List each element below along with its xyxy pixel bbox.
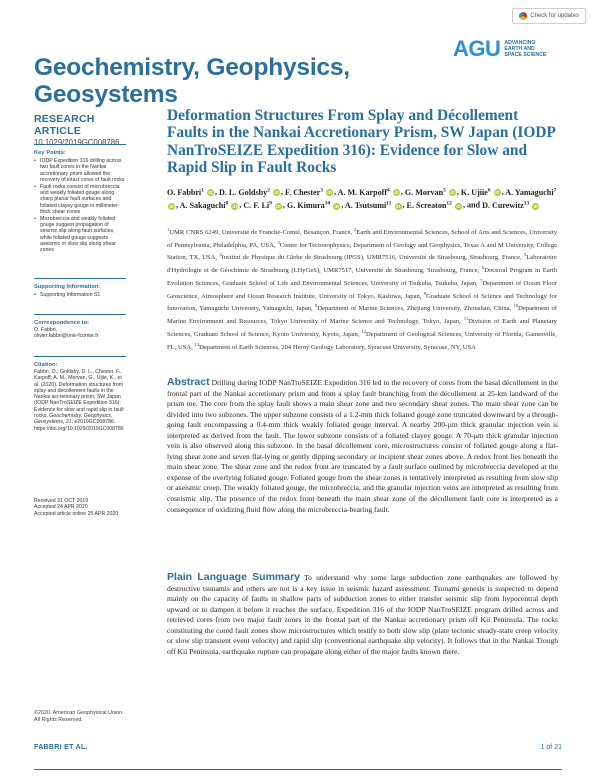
author-affiliation-number: 7 <box>553 187 557 193</box>
plain-language-summary <box>167 572 558 657</box>
affiliation-text: Department of Earth Sciences, 204 Heroy Geology Laboratory, Syracuse University, Syracuse, NY, USA <box>199 343 476 351</box>
key-points-heading: Key Points: <box>34 150 66 156</box>
pls-text: To understand why some large subduction zone earthquakes are followed by destructive tsunamis and others are not is a key issue in seismic hazard assessment. Tsunami genesis is suspected to depend mainly on the capacity of faults in shallow parts of subduction zones to either transfer seismic slip from hypocentral depth upward or to dampen it before it reaches the surface. Expedition 316 of the IODP NanTroSEIZE program drilled across and retrieved cores from two major fault zones in the frontal part of the Nankai accretionary prism off Kii Peninsula. The rocks constituting the cored fault zones show microstructures which testify to both slow slip (plate tectonic steady-state creep velocity or slow slip transient event velocity) and rapid slip (conventional earthquake slip velocity). It follows that in the Nankai Trough off Kii Peninsula, earthquake rupture can propagate along either of the major faults known there. <box>167 573 558 656</box>
orcid-icon[interactable]: iD <box>208 190 213 196</box>
author[interactable] <box>167 188 215 197</box>
affiliation-text: Division of Earth and Planetary Sciences, Graduate School of Science, Kyoto University, Kyoto, Japan, <box>167 318 557 339</box>
copyright-line1: ©2020. American Geophysical Union. <box>34 710 124 716</box>
orcid-icon[interactable]: iD <box>533 203 539 209</box>
affiliation-number: 2 <box>353 227 357 232</box>
author-affiliation-number: 10 <box>324 200 331 207</box>
author-affiliation-number: 2 <box>267 187 270 193</box>
orcid-icon[interactable]: iD <box>450 190 455 196</box>
author-name: A. Yamaguchi <box>505 187 554 197</box>
affiliation-number: 1 <box>167 227 170 232</box>
affiliation-number: 6 <box>481 265 485 271</box>
author-name: E. Screaton <box>406 201 447 211</box>
article-doi[interactable]: 10.1029/2019GC008786 <box>34 138 120 147</box>
citation-box <box>34 356 126 432</box>
abstract <box>167 377 558 515</box>
pls-heading: Plain Language Summary <box>167 571 301 583</box>
orcid-icon[interactable]: iD <box>232 203 238 209</box>
agu-logo <box>453 36 546 62</box>
author-name: A. Sakaguchi <box>179 201 226 211</box>
date-accepted: Accepted 24 APR 2020 <box>34 504 88 511</box>
author[interactable] <box>180 201 240 210</box>
orcid-icon[interactable]: iD <box>169 203 174 209</box>
key-point: • IODP Expedition 316 drilling across two fault zones in the Nankai accretionary prism allowed the recovery of intact cores of fault rocks <box>34 158 126 183</box>
affiliation-text: Department of Geological Sciences, University of Florida, Gainesville, FL, USA, <box>167 331 557 351</box>
citation-heading: Citation: <box>34 362 58 368</box>
correspondence-name: O. Fabbri, <box>34 327 58 333</box>
agu-tag-line1: ADVANCING <box>504 40 536 46</box>
author[interactable] <box>405 188 457 197</box>
footer-rule <box>34 769 562 770</box>
affiliation-number: 13 <box>194 341 200 347</box>
citation-journal: Geochemistry, Geophysics, Geosystems, 21 <box>34 413 113 426</box>
correspondence-heading: Correspondence to: <box>34 320 90 326</box>
page-number: 1 of 21 <box>540 744 562 751</box>
supporting-info-list <box>34 292 126 298</box>
author[interactable] <box>219 188 281 197</box>
author-affiliation-number: 3 <box>320 187 323 193</box>
author[interactable] <box>243 201 283 210</box>
author-affiliation-number: 8 <box>225 200 229 207</box>
citation-text <box>34 369 126 432</box>
affiliation-number: 5 <box>523 252 527 258</box>
date-received: Received 31 OCT 2019 <box>34 498 89 504</box>
journal-title-line2: Geosystems <box>34 81 178 108</box>
affiliation-text: Institut de Physique du Globe de Strasbourg (IPGS), UMR7516, Université de Strasbourg, Strasbourg, France, <box>221 254 524 262</box>
affiliation-text: Earth and Environmental Sciences, School of Arts and Sciences, University of Pennsylvania, Philadelphia, PA, USA, <box>167 229 557 249</box>
affiliation-number: 4 <box>219 252 222 258</box>
author[interactable] <box>285 188 334 197</box>
affiliation-text: Department of Ocean Floor Geoscience, Atmosphere and Ocean Research Institute, University of Tokyo, Kashiwa, Japan, <box>167 280 557 300</box>
orcid-icon[interactable]: iD <box>334 203 340 209</box>
abstract-heading: Abstract <box>167 376 210 388</box>
author-name: D. L. Goldsby <box>219 187 268 197</box>
affiliations <box>167 225 557 352</box>
affiliation-number: 8 <box>423 290 427 296</box>
copyright <box>34 710 144 723</box>
copyright-line2: All Rights Reserved. <box>34 716 83 723</box>
affiliation-number: 7 <box>480 277 483 283</box>
orcid-icon[interactable]: iD <box>394 190 399 196</box>
check-for-updates-button[interactable] <box>512 8 586 24</box>
affiliation-number: 12 <box>361 328 367 334</box>
author-affiliation-number: 5 <box>443 187 446 193</box>
author[interactable] <box>287 201 341 210</box>
author-name: O. Fabbri <box>167 187 202 197</box>
author[interactable] <box>461 188 502 197</box>
abstract-text: Drilling during IODP NanTroSEIZE Expedition 316 led to the recovery of cores from the basal décollement in the frontal part of the Nankai accretionary prism and from a splay fault branching from the décollement at 25-km landward of the prism toe. The core from the splay fault shows a main shear zone and two secondary shear zones. The main shear zone can be divided into two subzones. The upper subzone consists of a 1.2-mm thick foliated gouge zone truncated downward by a through-going fault encompassing a 0.4-mm thick weakly foliated gouge interval. A nearby 200-µm thick granular injection vein is interpreted as derived from the fault. The lower subzone consists of a foliated clayey gouge. A 70-µm thick granular injection vein is also observed along this subzone. In the basal décollement core, microstructures consist of foliated gouge along a flat-lying shear zone and seven flat-lying or gently dipping secondary or incipient shear zones above. A redox front lies beneath the main shear zone. The shear zone and the redox front are truncated by a fault surface outlined by microbreccia developed at the expense of the overlying foliated gouge. Foliated gouge from the shear zones is tentatively interpreted as resulting from slow slip or aseismic creep. The weakly foliated gouge, the microbreccia, and the granular injection veins are interpreted as resulting from coseismic slip. The presence of the redox front beneath the main shear zone of the décollement fault core is interpreted as a consequence of oxidizing fluid flow along the microbreccia-bearing fault. <box>167 378 559 514</box>
affiliation-text: UMR CNRS 6249, Université de Franche-Comté, Besançon, France, <box>169 229 354 237</box>
author-name: F. Chester <box>284 187 321 197</box>
author-name: C. F. Li <box>243 201 270 211</box>
author-name: D. Curewitz <box>482 201 524 211</box>
author-affiliation-number: 13 <box>523 200 530 207</box>
key-points-list <box>34 158 126 253</box>
dates-box <box>34 497 126 517</box>
author-name: G. Morvan <box>404 187 444 197</box>
correspondence-email[interactable]: olivier.fabbri@univ-fcomte.fr <box>34 333 99 340</box>
journal-title <box>34 54 350 108</box>
key-points-box <box>34 144 126 254</box>
author-affiliation-number: 9 <box>269 200 272 207</box>
author-affiliation-number: 4 <box>387 187 390 193</box>
author-affiliation-number: 6 <box>487 187 491 193</box>
date-online: Accepted article online 25 APR 2020 <box>34 510 119 517</box>
affiliation-text: Doctoral Program in Earth Evolution Sciences, Graduate School of Life and Environmental Sciences, University of Tsukuba, Tsukuba, Japan, <box>167 267 557 288</box>
key-point: • Fault rocks consist of microbreccia and weakly foliated gouge along sharp planar fault surfaces and foliated clayey gouge in millimeter-thick shear zones <box>34 184 126 215</box>
orcid-icon[interactable]: iD <box>456 203 461 209</box>
orcid-icon[interactable]: iD <box>327 190 332 196</box>
crossmark-icon <box>519 12 527 20</box>
author-affiliation-number: 12 <box>446 200 452 207</box>
author[interactable] <box>407 201 463 210</box>
author-name: G. Kimura <box>286 201 325 211</box>
agu-tag-line3: SPACE SCIENCE <box>504 52 547 58</box>
orcid-icon[interactable]: iD <box>276 203 281 209</box>
author[interactable] <box>345 201 403 210</box>
article-meta <box>34 113 134 147</box>
author-name: A. M. Karpoff <box>337 187 388 197</box>
affiliation-text: Department of Marine Environment and Resources, Tokyo University of Marine Science and Technology, Tokyo, Japan, <box>167 305 558 326</box>
affiliation-number: 9 <box>315 303 318 309</box>
affiliation-number: 10 <box>513 303 519 309</box>
affiliation-text: Center for Tectonophysics, Department of Geology and Geophysics, Texas A and M University, College Station, TX, USA, <box>167 241 558 262</box>
agu-logo-tagline <box>504 40 546 58</box>
citation-doi-link[interactable]: , e2019GC008786. https://doi.org/10.1029/2019GC008786 <box>34 419 124 432</box>
article-title: Deformation Structures From Splay and Décollement Faults in the Nankai Accretionary Prism, SW Japan (IODP NanTroSEIZE Expedition 316): Evidence for Slow and Rapid Slip in Fault Rocks <box>167 107 556 176</box>
affiliation-text: Laboratoire d'Hydrologie et de Géochimie de Strasbourg (LHyGeS), UMR7517, Université de Strasbourg, Strasbourg, France, <box>167 254 557 275</box>
affiliation-text: Department of Marine Sciences, Zhejiang University, Zhoushan, China, <box>317 305 514 313</box>
agu-logo-mark: AGU <box>453 36 501 61</box>
supporting-info-link[interactable]: • Supporting Information S1 <box>34 292 126 298</box>
article-type: RESEARCH ARTICLE <box>34 113 95 137</box>
journal-title-line1: Geochemistry, Geophysics, <box>34 54 350 81</box>
running-author: FABBRI ET AL. <box>34 744 88 751</box>
affiliation-number: 3 <box>277 239 280 245</box>
affiliation-number: 11 <box>463 316 469 322</box>
author[interactable] <box>482 201 540 210</box>
supporting-info-heading: Supporting Information: <box>34 284 101 290</box>
orcid-icon[interactable]: iD <box>274 190 279 196</box>
correspondence-box <box>34 314 126 340</box>
agu-tag-line2: EARTH AND <box>504 46 535 52</box>
author-affiliation-number: 11 <box>386 200 392 207</box>
author-name: K. Ujiie <box>460 187 488 197</box>
orcid-icon[interactable]: iD <box>494 190 500 196</box>
affiliation-text: Graduate School of Science and Technology for Innovation, Yamaguchi University, Yamaguchi, Japan, <box>167 292 557 313</box>
check-updates-label: Check for updates <box>530 13 579 19</box>
author-name: A. Tsutsumi <box>344 201 387 211</box>
citation-body: Fabbri, O., Goldsby, D. L., Chester, F., Karpoff, A. M., Morvan, G., Ujiie, K., et al. (2020). Deformation structures from splay and décollement faults in the Nankai accretionary prism, SW Japan (IODP NanTroSEIZE Expedition 316): Evidence for slow and rapid slip in fault rocks. <box>34 369 124 420</box>
key-point: • Microbreccia and weakly foliated gouge suggest propagation of seismic slip along fault surfaces, while foliated gouge suggests aseismic or slow slip along shear zones <box>34 216 126 254</box>
author-affiliation-number: 1 <box>201 187 204 193</box>
author-list: O. Fabbri$^1$ iD , D. L. Goldsby$^2$ iD , F. Chester$^3$ iD , A. M. Karpoff$^4$ iD , G. Morvan$^5$ iD , K. Ujiie$^6$ iD , A. Yamaguchi$^7$ iD , A. Sakaguchi$^8$ iD , C. F. Li$^9$ iD , G. Kimura$^{10}$ iD , A. Tsutsumi$^{11}$ iD , E. Screaton$^{12}$ iD , and D. Curewitz$^{13}$ iD <box>167 187 557 211</box>
supporting-info-box <box>34 278 126 299</box>
author[interactable] <box>338 188 401 197</box>
orcid-icon[interactable]: iD <box>395 203 401 209</box>
